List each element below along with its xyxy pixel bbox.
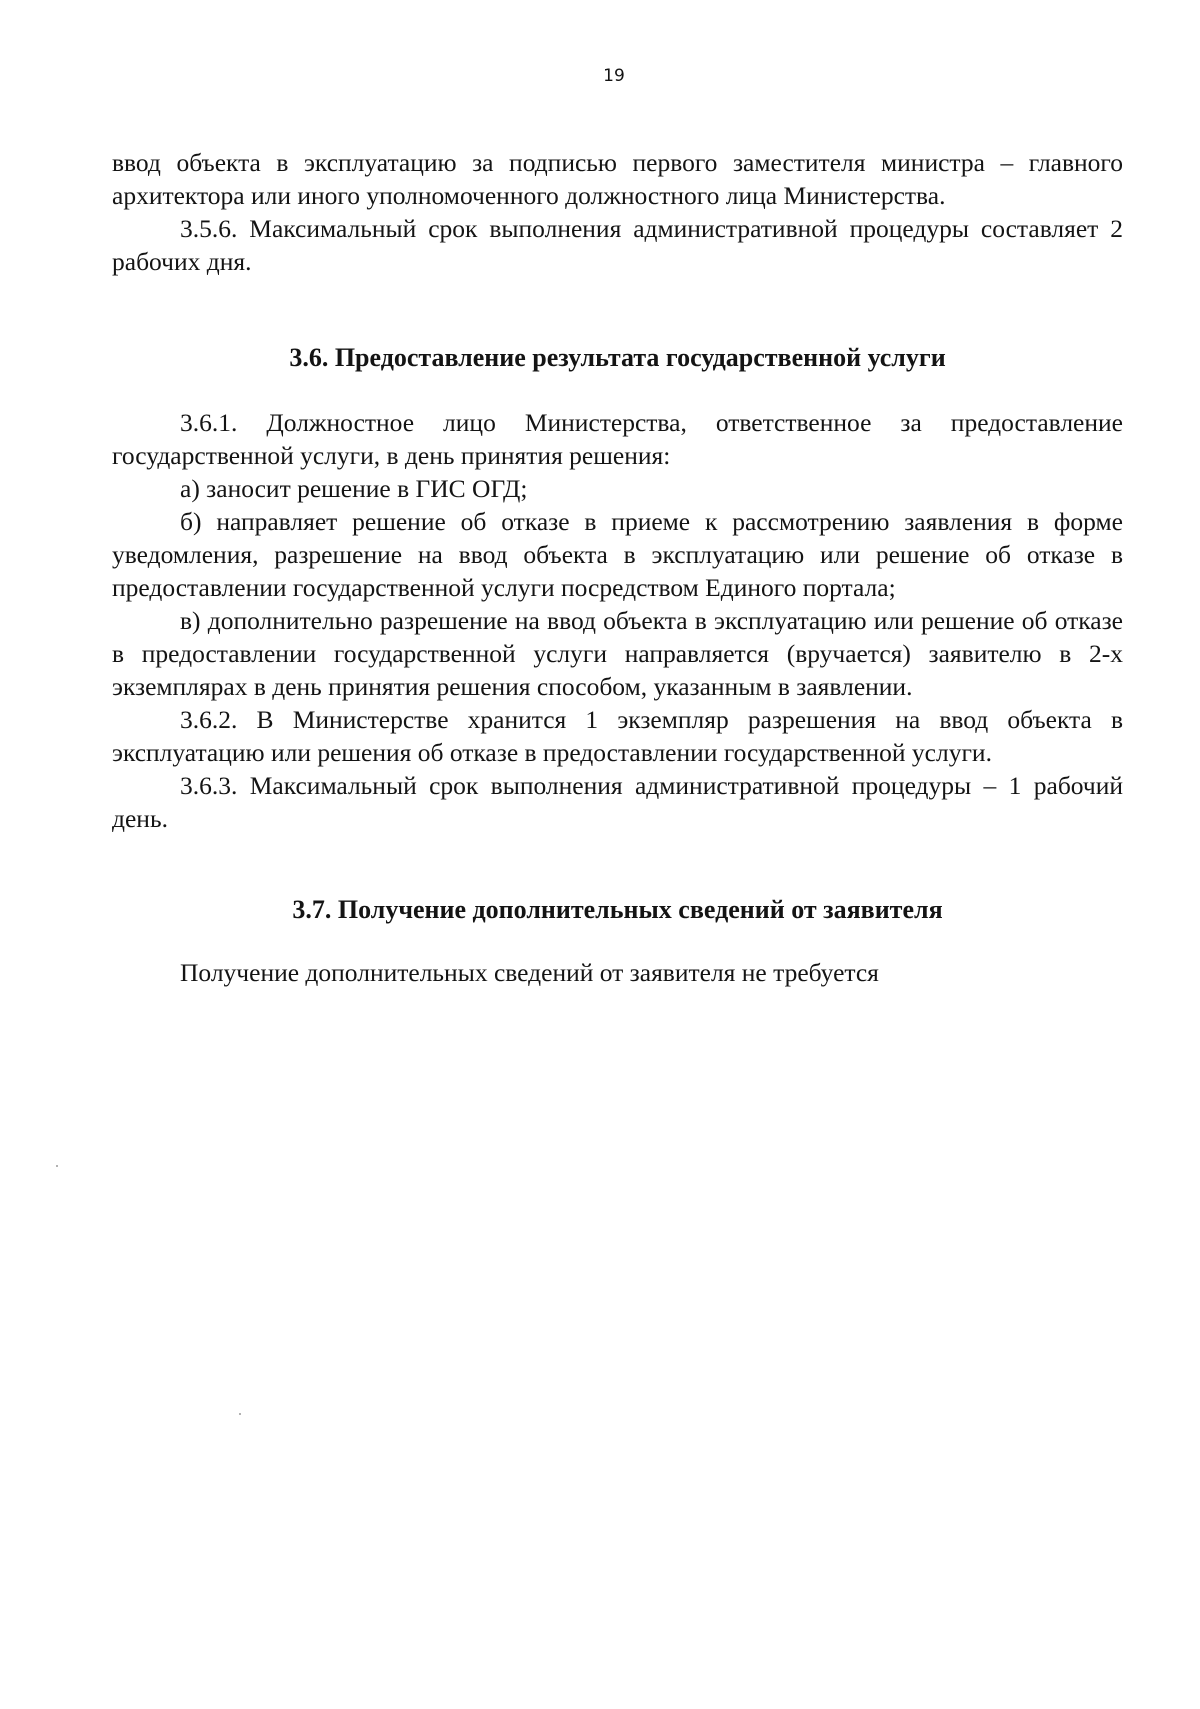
paragraph-3-5-6: 3.5.6. Максимальный срок выполнения административной процедуры составляет 2 рабочих дня.: [112, 214, 1123, 276]
paragraph-item-a: а) заносит решение в ГИС ОГД;: [180, 474, 528, 503]
continuation-block: [112, 146, 1123, 278]
page-number: 19: [603, 66, 625, 86]
paragraph-3-6-1: 3.6.1. Должностное лицо Министерства, ответственное за предоставление государственной услуги, в день принятия решения:: [112, 408, 1123, 470]
section-3-6-body: [112, 406, 1123, 835]
paragraph-item-v: в) дополнительно разрешение на ввод объекта в эксплуатацию или решение об отказе в предоставлении государственной услуги направляется (вручается) заявителю в 2-х экземплярах в день принятия решения способом, указанным в заявлении.: [112, 606, 1123, 701]
section-heading-3-7: 3.7. Получение дополнительных сведений от заявителя: [292, 895, 943, 924]
section-3-7-heading-block: [112, 893, 1123, 926]
paragraph-3-6-2: 3.6.2. В Министерстве хранится 1 экземпляр разрешения на ввод объекта в эксплуатацию или решения об отказе в предоставлении государственной услуги.: [112, 705, 1123, 767]
section-heading-3-6: 3.6. Предоставление результата государственной услуги: [289, 343, 946, 372]
continuation-paragraph: ввод объекта в эксплуатацию за подписью первого заместителя министра – главного архитектора или иного уполномоченного должностного лица Министерства.: [112, 148, 1123, 210]
scan-speck: [239, 1413, 241, 1415]
section-3-7-body: [112, 956, 1123, 989]
section-3-6-heading-block: [112, 341, 1123, 374]
paragraph-3-6-3: 3.6.3. Максимальный срок выполнения административной процедуры – 1 рабочий день.: [112, 771, 1123, 833]
scan-speck: [56, 1165, 58, 1167]
paragraph-item-b: б) направляет решение об отказе в приеме к рассмотрению заявления в форме уведомления, разрешение на ввод объекта в эксплуатацию или решение об отказе в предоставлении государственной услуги посредством Единого портала;: [112, 507, 1123, 602]
paragraph-3-7-text: Получение дополнительных сведений от заявителя не требуется: [180, 958, 879, 987]
